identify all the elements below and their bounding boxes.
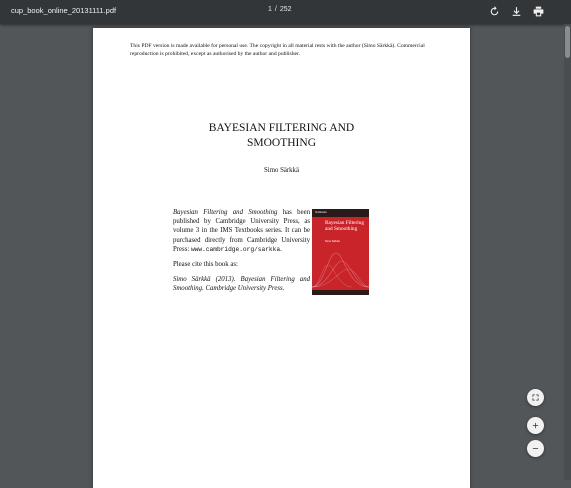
download-icon[interactable] (510, 5, 523, 18)
cover-series-label: Textbooks (315, 211, 327, 214)
cover-bottom-band (312, 290, 369, 295)
vertical-scrollbar[interactable] (564, 24, 571, 480)
print-icon[interactable] (532, 5, 545, 18)
current-page-input[interactable]: 1 (268, 6, 272, 13)
document-title: cup_book_online_20131111.pdf (11, 6, 117, 15)
cover-curves-graphic (312, 249, 369, 289)
book-title-line-1: BAYESIAN FILTERING AND (208, 122, 355, 134)
zoom-in-button[interactable] (527, 417, 544, 434)
citation (173, 275, 310, 293)
publication-end: . (280, 245, 282, 253)
cite-prompt: Please cite this book as: (173, 261, 238, 269)
book-description (173, 208, 310, 300)
page-indicator (268, 6, 292, 13)
pdf-toolbar (0, 0, 571, 24)
book-title-line-2: SMOOTHING (247, 137, 316, 149)
cover-author: Simo Särkkä (325, 240, 340, 243)
publication-paragraph (173, 208, 310, 254)
zoom-out-button[interactable] (527, 440, 544, 457)
author-name: Simo Särkkä (264, 167, 299, 174)
citation-text: Simo Särkkä (2013). Bayesian Filtering and Smoothing. Cambridge University Press. (173, 276, 310, 293)
rotate-icon[interactable] (488, 5, 501, 18)
page-separator: / (274, 6, 277, 13)
publication-text: has been published by Cambridge University Press, as volume 3 in the IMS Textbooks series. It can be purchased directly from Cambridge University Press: (173, 209, 310, 253)
copyright-notice: This PDF version is made available for personal use. The copyright in all material rests with the author (Simo Särkkä). Commercial reproduction is prohibited, except as authorised by the author and publisher. (130, 43, 425, 57)
fit-page-button[interactable] (527, 389, 544, 406)
pdf-page (93, 28, 470, 488)
book-cover-image (312, 209, 369, 295)
fit-page-icon (531, 393, 540, 402)
book-title (93, 121, 470, 151)
book-name-italic: Bayesian Filtering and Smoothing (173, 209, 278, 216)
scroll-thumb[interactable] (565, 26, 570, 58)
zoom-in-icon (531, 421, 540, 430)
publisher-link[interactable]: www.cambridge.org/sarkka (190, 245, 281, 253)
cover-title: Bayesian Filtering and Smoothing (325, 220, 364, 232)
zoom-out-icon (531, 444, 540, 453)
total-pages: 252 (279, 6, 292, 13)
